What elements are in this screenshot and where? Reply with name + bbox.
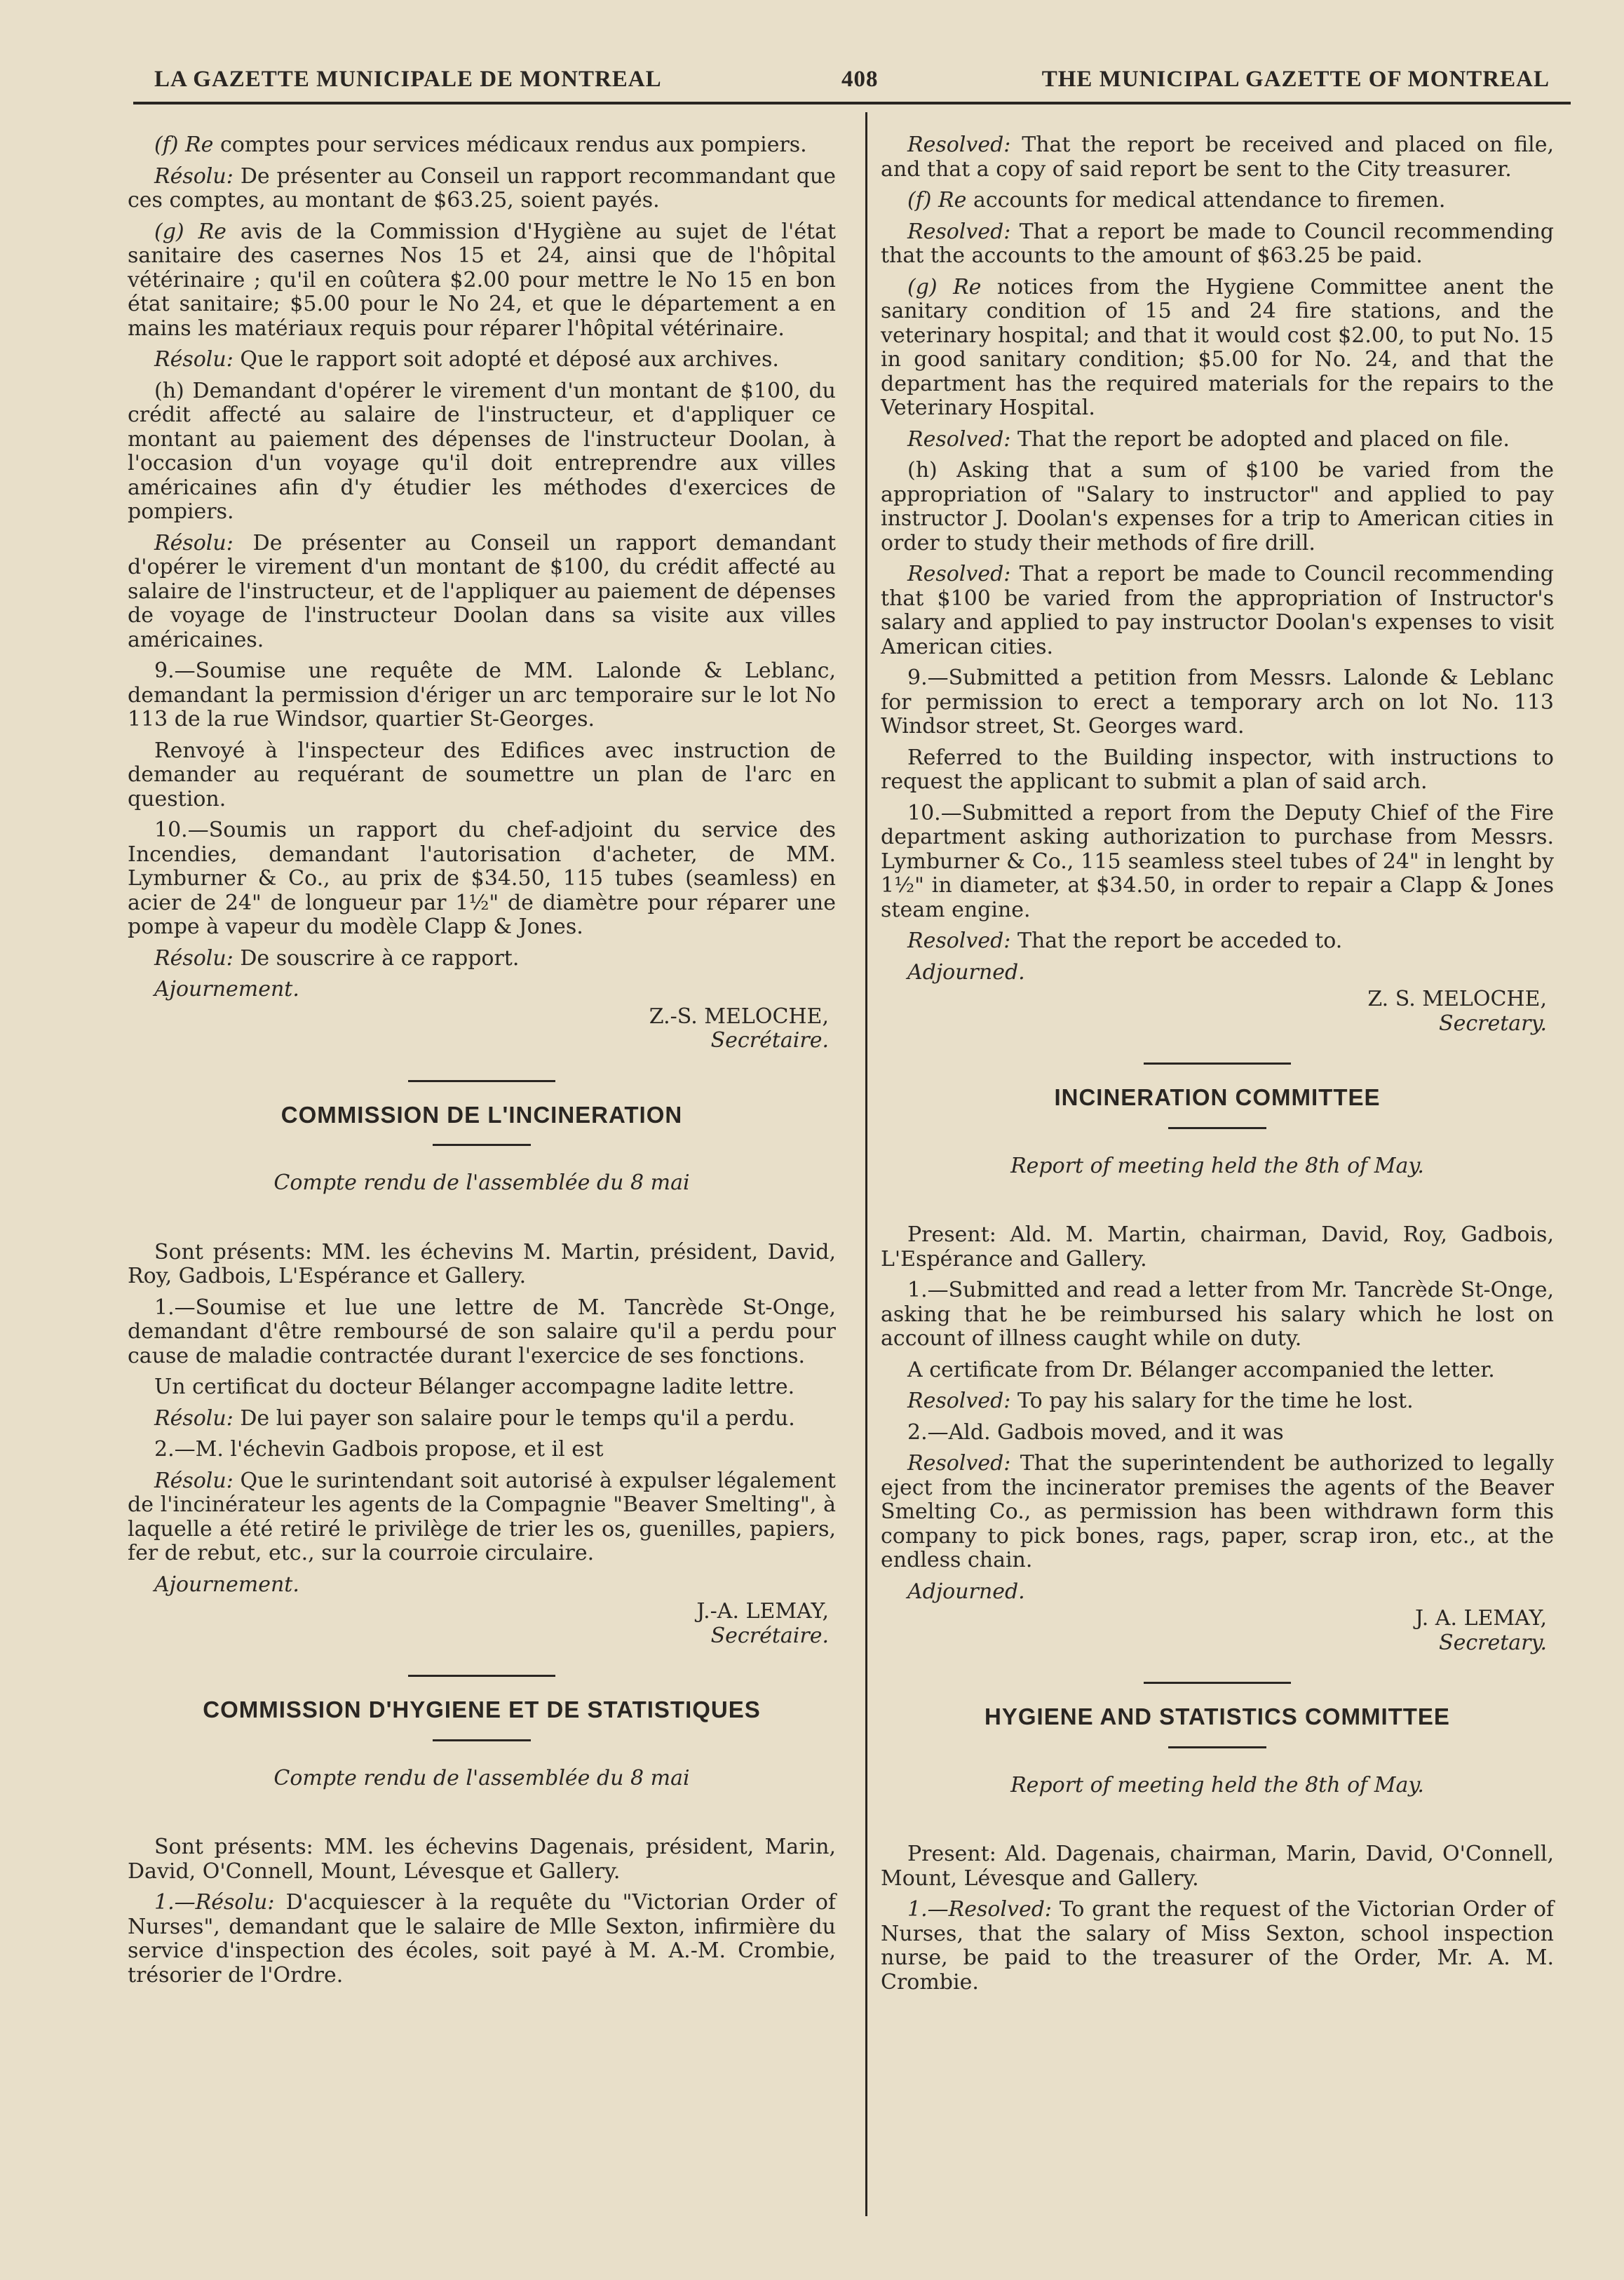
adjournment: Ajournement. — [154, 977, 299, 1001]
title-separator — [433, 1739, 531, 1741]
paragraph: 1.—Résolu: D'acquiescer à la requête du "Victorian Order of Nurses", demandant que le salaire de Mlle Sexton, infirmière du service d'inspection des écoles, soit payé à M. A.-M. Crombie, trésorier de l'Ordre. — [128, 1890, 836, 1988]
paragraph: 10.—Submitted a report from the Deputy Chief of the Fire department asking authorization to purchase from Messrs. Lymburner & Co., 115 seamless steel tubes of 24" in lenght by 1½" in diameter, at $34.50, in order to repair a Clapp & Jones steam engine. — [881, 800, 1554, 922]
paragraph: (f) Re accounts for medical attendance to firemen. — [907, 188, 1446, 213]
column-divider — [865, 112, 867, 2216]
page-header — [154, 67, 1550, 102]
header-rule — [133, 102, 1571, 104]
paragraph: 9.—Soumise une requête de MM. Lalonde & Leblanc, demandant la permission d'ériger un arc temporaire sur le lot No 113 de la rue Windsor, quartier St-Georges. — [128, 659, 836, 731]
paragraph: (h) Demandant d'opérer le virement d'un montant de $100, du crédit affecté au salaire de l'instructeur, et d'appliquer ce montant au paiement des dépenses de l'instructeur Doolan, à l'occasion d'un voyage qu'il doit entreprendre aux villes américaines afin d'y étudier les méthodes d'exercices de pompiers. — [128, 378, 836, 524]
section-subtitle: Compte rendu de l'assemblée du 8 mai — [273, 1171, 690, 1195]
signature: J.-A. LEMAY, Secrétaire. — [696, 1599, 829, 1648]
paragraph: Résolu: De souscrire à ce rapport. — [154, 945, 520, 971]
page-number: 408 — [841, 67, 879, 92]
paragraph: Resolved: To pay his salary for the time he lost. — [907, 1389, 1414, 1413]
paragraph: Resolved: That a report be made to Council recommending that the accounts to the amount of $63.25 be paid. — [881, 219, 1555, 268]
paragraph: Résolu: De présenter au Conseil un rapport recommandant que ces comptes, au montant de $63.25, soient payés. — [128, 163, 837, 213]
paragraph: 2.—M. l'échevin Gadbois propose, et il est — [154, 1437, 604, 1462]
section-title: HYGIENE AND STATISTICS COMMITTEE — [984, 1704, 1450, 1729]
signature: J. A. LEMAY, Secretary. — [1415, 1606, 1547, 1655]
fire-committee-continuation — [128, 133, 836, 1053]
paragraph: Resolved: That a report be made to Council recommending that $100 be varied from the appropriation of Instructor's salary and applied to pay instructor Doolan's expenses to visit American cities. — [881, 562, 1555, 659]
hygiene-section-en — [881, 1705, 1554, 1995]
paragraph: Résolu: Que le surintendant soit autorisé à expulser légalement de l'incinérateur les agents de la Compagnie "Beaver Smelting", à laquelle a été retiré le privilège de trier les os, guenilles, papiers, fer de rebut, etc., sur la courroie circulaire. — [128, 1468, 836, 1565]
paragraph: Résolu: De lui payer son salaire pour le temps qu'il a perdu. — [154, 1405, 795, 1431]
adjournment: Ajournement. — [154, 1572, 299, 1597]
section-title: COMMISSION DE L'INCINERATION — [280, 1101, 683, 1128]
section-separator — [408, 1675, 555, 1677]
signature: Z. S. MELOCHE, Secretary. — [1367, 987, 1547, 1036]
paragraph: A certificate from Dr. Bélanger accompanied the letter. — [907, 1357, 1495, 1382]
title-separator — [1168, 1746, 1266, 1748]
hygiene-section-fr — [128, 1698, 836, 1988]
adjournment: Adjourned. — [907, 1579, 1025, 1604]
paragraph: 1.—Submitted and read a letter from Mr. Tancrède St-Onge, asking that he be reimbursed his salary which he lost on account of illness caught while on duty. — [881, 1278, 1554, 1351]
paragraph: (g) Re avis de la Commission d'Hygiène au sujet de l'état sanitaire des casernes Nos 15 et 24, ainsi que de l'hôpital vétérinaire ; qu'il en coûtera $2.00 pour mettre le No 15 en bon état sanitaire; $5.00 pour le No 24, et que le département a en mains les matériaux requis pour réparer l'hôpital vétérinaire. — [128, 219, 836, 341]
paragraph: Resolved: That the superintendent be authorized to legally eject from the incinerator premises the agents of the Beaver Smelting Co., as permission has been withdrawn form this company to pick bones, rags, paper, scrap iron, etc., at the endless chain. — [881, 1451, 1555, 1572]
paragraph: 1.—Soumise et lue une lettre de M. Tancrède St-Onge, demandant d'être remboursé de son salaire qu'il a perdu pour cause de maladie contractée durant l'exercice de ses fonctions. — [128, 1295, 836, 1368]
paragraph: Referred to the Building inspector, with instructions to request the applicant to submit a plan of said arch. — [881, 745, 1554, 794]
title-separator — [1168, 1127, 1266, 1129]
section-subtitle: Report of meeting held the 8th of May. — [1010, 1772, 1424, 1797]
header-french-title: LA GAZETTE MUNICIPALE DE MONTREAL — [154, 67, 662, 92]
paragraph: 9.—Submitted a petition from Messrs. Lalonde & Leblanc for permission to erect a temporary arch on lot No. 113 Windsor street, St. Georges ward. — [881, 666, 1554, 738]
adjournment: Adjourned. — [907, 959, 1025, 985]
title-separator — [433, 1144, 531, 1146]
header-english-title: THE MUNICIPAL GAZETTE OF MONTREAL — [1041, 67, 1550, 92]
paragraph: Résolu: De présenter au Conseil un rapport demandant d'opérer le virement d'un montant de $100, du crédit affecté au salaire de l'instructeur, et de l'appliquer au paiement de dépenses de voyage de l'instructeur Doolan dans sa visite aux villes américaines. — [128, 530, 836, 652]
paragraph: 10.—Soumis un rapport du chef-adjoint du service des Incendies, demandant l'autorisation d'acheter, de MM. Lymburner & Co., au prix de $34.50, 115 tubes (seamless) en acier de 24" de longueur par 1½" de diamètre pour réparer une pompe à vapeur du modèle Clapp & Jones. — [128, 818, 836, 939]
paragraph: Resolved: That the report be received and placed on file, and that a copy of said report be sent to the City treasurer. — [881, 133, 1554, 182]
paragraph: Present: Ald. Dagenais, chairman, Marin, David, O'Connell, Mount, Lévesque and Gallery. — [881, 1842, 1554, 1891]
paragraph: Resolved: That the report be acceded to. — [907, 929, 1343, 953]
section-separator — [1144, 1063, 1291, 1065]
paragraph: Sont présents: MM. les échevins M. Martin, président, David, Roy, Gadbois, L'Espérance et Gallery. — [128, 1239, 836, 1288]
english-column — [881, 133, 1554, 2002]
incineration-section-en — [881, 1086, 1554, 1655]
section-separator — [1144, 1682, 1291, 1684]
paragraph: Un certificat du docteur Bélanger accompagne ladite lettre. — [154, 1375, 795, 1399]
paragraph: Résolu: Que le rapport soit adopté et déposé aux archives. — [154, 347, 779, 372]
paragraph: Present: Ald. M. Martin, chairman, David, Roy, Gadbois, L'Espérance and Gallery. — [881, 1222, 1554, 1271]
signature: Z.-S. MELOCHE, Secrétaire. — [649, 1004, 829, 1053]
section-separator — [408, 1080, 555, 1082]
fire-committee-continuation-en — [881, 133, 1554, 1036]
paragraph: Sont présents: MM. les échevins Dagenais, président, Marin, David, O'Connell, Mount, Lévesque et Gallery. — [128, 1835, 836, 1884]
paragraph: Resolved: That the report be adopted and placed on file. — [907, 426, 1510, 452]
paragraph: (h) Asking that a sum of $100 be varied from the appropriation of "Salary to instructor" and applied to pay instructor J. Doolan's expenses for a trip to American cities in order to study their methods of fire drill. — [881, 458, 1554, 555]
paragraph: (f) Re comptes pour services médicaux rendus aux pompiers. — [154, 133, 807, 157]
section-title: INCINERATION COMMITTEE — [1054, 1084, 1381, 1110]
section-title: COMMISSION D'HYGIENE ET DE STATISTIQUES — [203, 1696, 761, 1722]
paragraph: (g) Re notices from the Hygiene Committee anent the sanitary condition of 15 and 24 fire stations, and the veterinary hospital; and that it would cost $2.00, to put No. 15 in good sanitary condition; $5.00 for No. 24, and that the department has the required materials for the repairs to the Veterinary Hospital. — [881, 274, 1554, 420]
incineration-section-fr — [128, 1103, 836, 1649]
french-column — [128, 133, 836, 1995]
paragraph: Renvoyé à l'inspecteur des Edifices avec instruction de demander au requérant de soumettre un plan de l'arc en question. — [128, 738, 836, 811]
paragraph: 2.—Ald. Gadbois moved, and it was — [907, 1419, 1284, 1445]
section-subtitle: Report of meeting held the 8th of May. — [1010, 1153, 1424, 1178]
section-subtitle: Compte rendu de l'assemblée du 8 mai — [273, 1765, 690, 1790]
paragraph: 1.—Resolved: To grant the request of the Victorian Order of Nurses, that the salary of Miss Sexton, school inspection nurse, be paid to the treasurer of the Order, Mr. A. M. Crombie. — [881, 1897, 1554, 1995]
